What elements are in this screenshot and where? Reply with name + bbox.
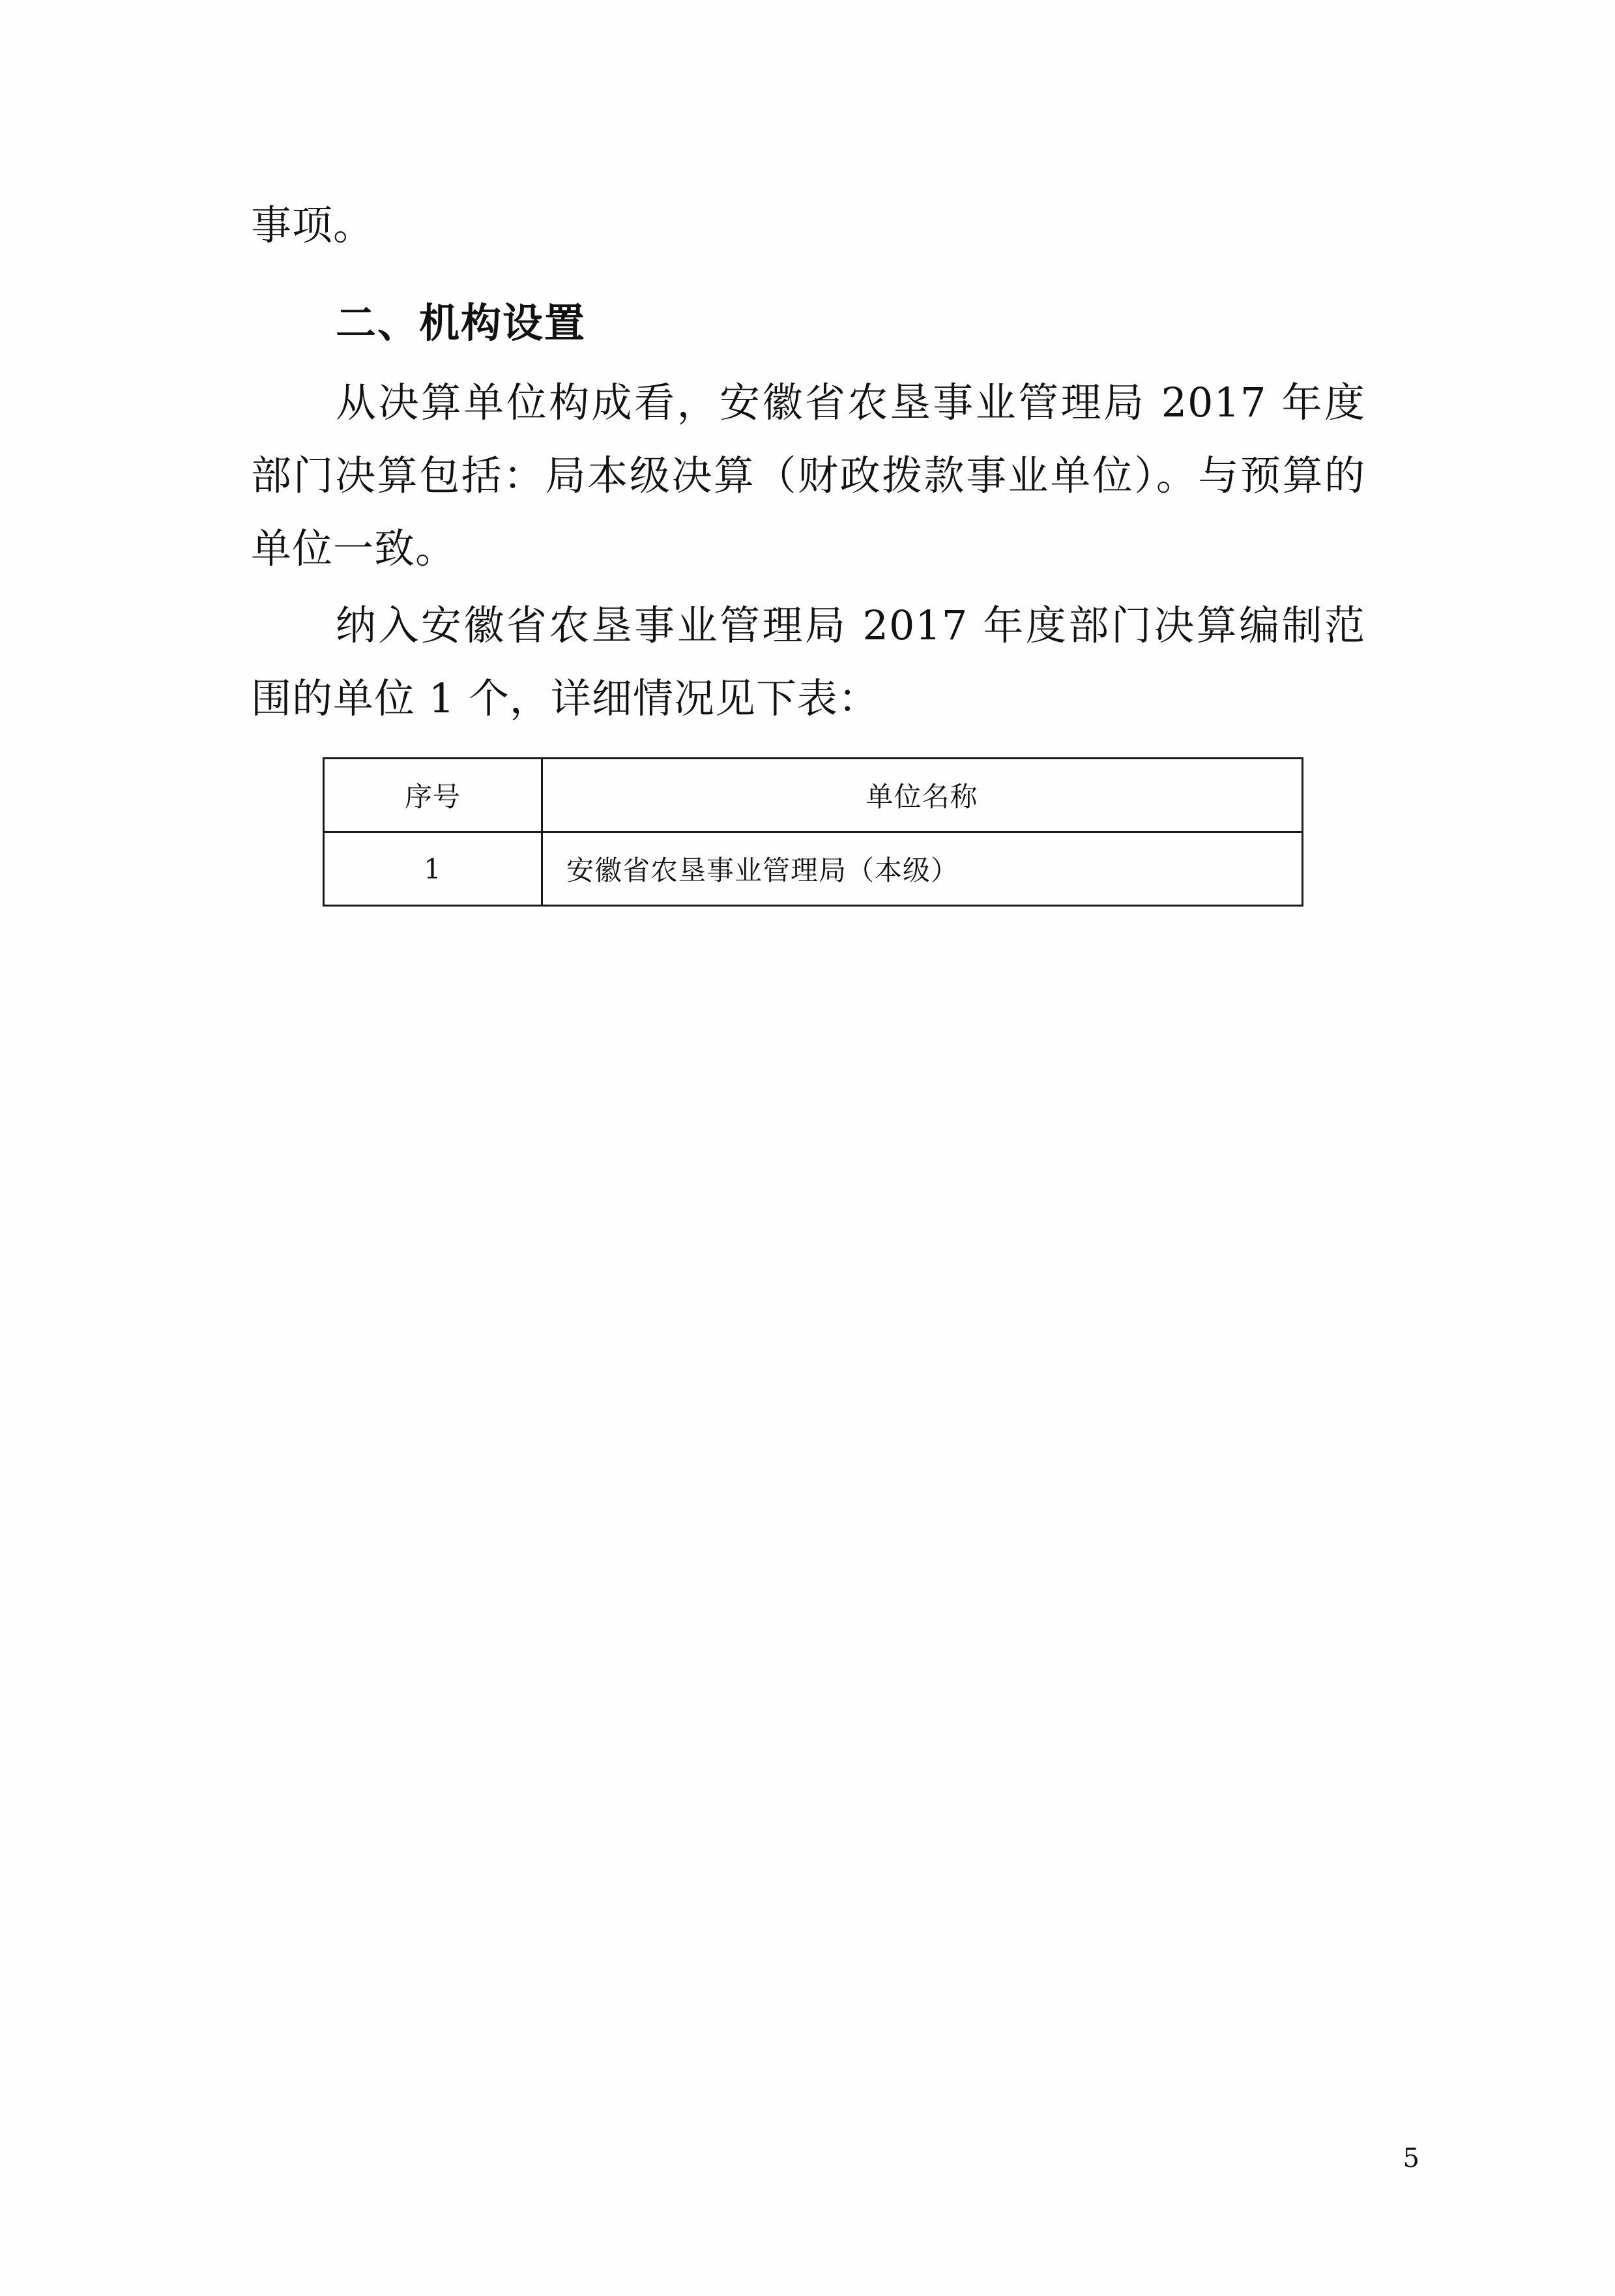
unit-table-wrapper xyxy=(323,757,1303,907)
paragraph-continued: 事项。 xyxy=(251,201,375,249)
paragraph-section-body-2: 纳入安徽省农垦事业管理局 2017 年度部门决算编制范围的单位 1 个，详细情况见下表： xyxy=(251,602,1365,722)
table-header-no: 序号 xyxy=(324,759,542,832)
table-cell-no: 1 xyxy=(324,832,542,906)
table-header-unit-name: 单位名称 xyxy=(542,759,1303,832)
paragraph-section-body-1: 从决算单位构成看，安徽省农垦事业管理局 2017 年度部门决算包括：局本级决算（财政拨款事业单位）。与预算的单位一致。 xyxy=(251,379,1365,572)
page-content xyxy=(251,189,1365,907)
unit-table xyxy=(323,757,1303,907)
section-heading: 二、机构设置 xyxy=(336,299,587,347)
table-header-row xyxy=(324,759,1303,832)
page-number: 5 xyxy=(1403,2143,1419,2173)
table-cell-unit-name: 安徽省农垦事业管理局（本级） xyxy=(542,832,1303,906)
unit-table-body xyxy=(324,832,1303,906)
spacer xyxy=(251,266,1365,278)
unit-table-head xyxy=(324,759,1303,832)
table-row xyxy=(324,832,1303,906)
